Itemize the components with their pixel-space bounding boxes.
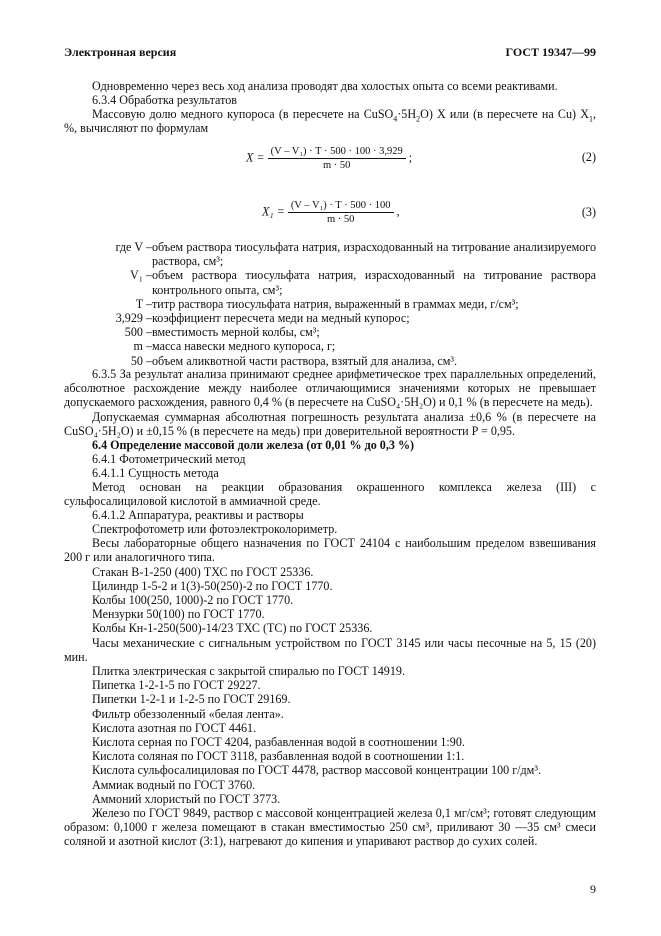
- definition-item: где V – объем раствора тиосульфата натрия, израсходованный на титрование анализируемого раствора, см³;: [115, 240, 596, 269]
- formula-3-denominator: m · 50: [326, 214, 355, 225]
- list-item: Аммиак водный по ГОСТ 3760.: [92, 777, 256, 792]
- symbol-definitions: [64, 240, 596, 368]
- paragraph-6-3-5: 6.3.5 За результат анализа принимают среднее арифметическое трех параллельных определений, абсолютное расхождение между наиболее отличающимися значениями которых не превышает допускаемого расхождения, равного 0,4 % (в пересчете на CuSO₄·5H₂O) и 0,1 % (в пересчете на медь).: [64, 367, 596, 410]
- formula-2-number: (2): [581, 150, 596, 164]
- formula-2-denominator: m · 50: [322, 160, 351, 171]
- page-number: 9: [590, 882, 596, 896]
- formula-3: X₁ = $\frac{\text{(V – V₁) · T · 500 · 100}}{m \cdot 50}$ ,: [262, 200, 400, 225]
- list-item: Весы лабораторные общего назначения по ГОСТ 24104 с наибольшим пределом взвешивания 200 г или аналогичного типа.: [64, 536, 596, 565]
- list-item: Цилиндр 1-5-2 и 1(3)-50(250)-2 по ГОСТ 1770.: [92, 578, 333, 593]
- list-item: Мензурки 50(100) по ГОСТ 1770.: [92, 607, 265, 622]
- list-item: Фильтр обеззоленный «белая лента».: [92, 706, 284, 721]
- equipment-list: [64, 522, 596, 849]
- list-item: Кислота серная по ГОСТ 4204, разбавленная водой в соотношении 1:90.: [92, 735, 465, 750]
- section-6-3-4: 6.3.4 Обработка результатов: [92, 93, 237, 107]
- definition-item: V₁ – объем раствора тиосульфата натрия, израсходованный на титрование раствора контрольного опыта, см³;: [129, 268, 596, 297]
- definition-item: 50 – объем аликвотной части раствора, взятый для анализа, см³.: [130, 353, 458, 368]
- list-item: Железо по ГОСТ 9849, раствор с массовой концентрацией железа 0,1 мг/см³; готовят следующим образом: 0,1000 г железа помещают в стакан вместимостью 250 см³, приливают 30 —35 см³ смеси соляной и азотной кислот (3:1), нагревают до кипения и упаривают раствор до сухих солей.: [64, 806, 596, 849]
- header-left: Электронная версия: [64, 45, 177, 59]
- definition-item: 3,929 – коэффициент пересчета меди на медный купорос;: [115, 311, 410, 326]
- formula-2-numerator: (V – V₁) · T · 500 · 100 · 3,929: [268, 146, 406, 159]
- formula-3-number: (3): [581, 205, 596, 219]
- list-item: Аммоний хлористый по ГОСТ 3773.: [92, 791, 281, 806]
- list-item: Стакан В-1-250 (400) ТХС по ГОСТ 25336.: [92, 564, 314, 579]
- list-item: Плитка электрическая с закрытой спиралью по ГОСТ 14919.: [92, 664, 405, 679]
- list-item: Колбы 100(250, 1000)-2 по ГОСТ 1770.: [92, 593, 294, 608]
- paragraph-method: Метод основан на реакции образования окрашенного комплекса железа (III) с сульфосалициловой кислотой в аммиачной среде.: [64, 480, 596, 509]
- list-item: Кислота сульфосалициловая по ГОСТ 4478, раствор массовой концентрации 100 г/дм³.: [92, 763, 541, 778]
- list-item: Кислота азотная по ГОСТ 4461.: [92, 720, 257, 735]
- list-item: Спектрофотометр или фотоэлектроколориметр.: [92, 522, 338, 536]
- definition-item: m – масса навески медного купороса, г;: [133, 339, 336, 354]
- list-item: Кислота соляная по ГОСТ 3118, разбавленная водой в соотношении 1:1.: [92, 749, 465, 764]
- list-item: Часы механические с сигнальным устройством по ГОСТ 3145 или часы песочные на 5, 15 (20) мин.: [64, 635, 596, 664]
- section-6-4-1-2: 6.4.1.2 Аппаратура, реактивы и растворы: [92, 508, 304, 522]
- section-6-4-1: 6.4.1 Фотометрический метод: [92, 452, 246, 466]
- definition-item: 500 – вместимость мерной колбы, см³;: [124, 325, 320, 340]
- section-6-4: 6.4 Определение массовой доли железа (от 0,01 % до 0,3 %): [92, 438, 415, 452]
- section-6-4-1-1: 6.4.1.1 Сущность метода: [92, 466, 219, 480]
- paragraph-formula-intro: Массовую долю медного купороса (в пересчете на $CuSO_4\cdot 5H_2O$) X или (в пересчете на Cu) $X_1$, %, вычисляют по формулам: [64, 107, 596, 136]
- formula-3-numerator: (V – V₁) · T · 500 · 100: [288, 200, 394, 213]
- list-item: Пипетка 1-2-1-5 по ГОСТ 29227.: [92, 678, 261, 693]
- paragraph-error: Допускаемая суммарная абсолютная погрешность результата анализа ±0,6 % (в пересчете на CuSO₄·5H₂O) и ±0,15 % (в пересчете на медь) при доверительной вероятности P = 0,95.: [64, 410, 596, 439]
- list-item: Пипетки 1-2-1 и 1-2-5 по ГОСТ 29169.: [92, 692, 291, 707]
- list-item: Колбы Кн-1-250(500)-14/23 ТХС (ТС) по ГОСТ 25336.: [92, 621, 373, 636]
- header-right: ГОСТ 19347—99: [505, 45, 596, 59]
- paragraph-blank-tests: Одновременно через весь ход анализа проводят два холостых опыта со всеми реактивами.: [92, 79, 558, 93]
- formula-2: X = $\frac{\text{(V – V₁) · T · 500 · 100 · 3,929}}{m \cdot 50}$ ;: [246, 146, 413, 171]
- definition-item: T – титр раствора тиосульфата натрия, выраженный в граммах меди, г/см³;: [135, 296, 519, 311]
